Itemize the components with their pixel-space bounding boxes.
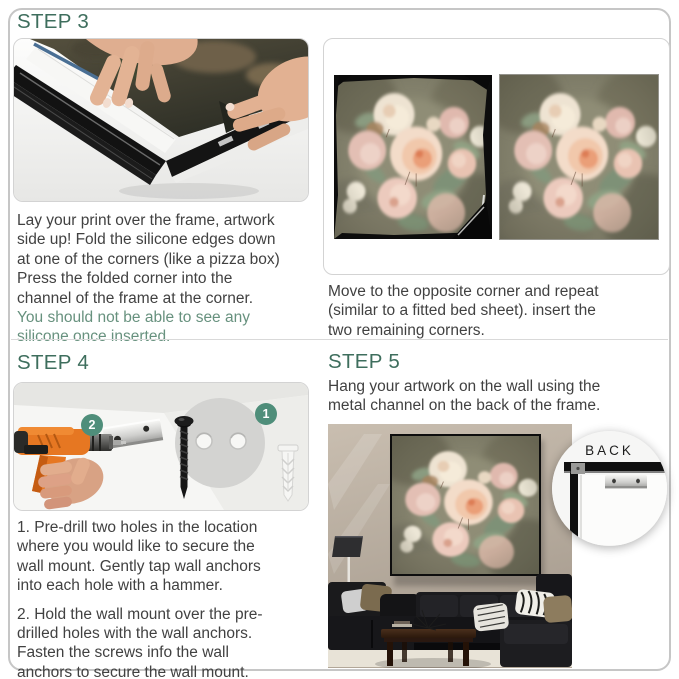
opposite-corner-photo [323, 38, 670, 275]
step3-instructions [17, 211, 285, 347]
step4-mounting-illustration [13, 382, 309, 511]
step3-body-text: Lay your print over the frame, artwork side up! Fold the silicone edges down at one of the corners (like a pizza box) Press the folded corner into the channel of the frame at the corner. [17, 212, 280, 307]
back-label: BACK [585, 443, 634, 458]
step3-corner-fold-photo [13, 38, 309, 202]
step4-instruction-1: 1. Pre-drill two holes in the location where you would like to secure the wall mount. Gently tap wall anchors into each hole with a hammer. [17, 519, 261, 595]
step5-body-text: Hang your artwork on the wall using the metal channel on the back of the frame. [328, 378, 601, 415]
step4-instruction-2: 2. Hold the wall mount over the pre-drilled holes with the wall anchors. Fasten the screws info the wall anchors to secure the wall mount. [17, 605, 263, 679]
step5-instructions [328, 377, 628, 416]
opposite-corner-caption [328, 282, 618, 340]
framed-artwork [375, 428, 566, 588]
step3-note-text: You should not be able to see any silicone once inserted. [17, 309, 250, 346]
step5-title: STEP 5 [328, 350, 401, 373]
folded-frame-edges [334, 75, 492, 239]
wall-mount-illustration [14, 383, 308, 510]
books [392, 624, 412, 627]
print-panel-inserted [500, 75, 658, 239]
floral-print [500, 75, 658, 239]
step4-title: STEP 4 [17, 351, 90, 374]
living-room-photo [328, 424, 572, 668]
opposite-corner-text: Move to the opposite corner and repeat (similar to a fitted bed sheet). insert the two remaining corners. [328, 283, 599, 339]
step3-title: STEP 3 [17, 10, 90, 33]
step4-instructions [17, 518, 285, 679]
drilled-holes-detail [175, 398, 265, 488]
step4-badge-1: 1 [255, 403, 277, 425]
living-room-scene [328, 424, 572, 668]
frame-back-detail [552, 431, 667, 546]
tan-pillow [543, 595, 572, 623]
corner-fold-illustration [14, 39, 308, 201]
step4-badge-2: 2 [81, 414, 103, 436]
print-panel-folding [334, 75, 492, 239]
metal-channel-icon [605, 475, 647, 488]
